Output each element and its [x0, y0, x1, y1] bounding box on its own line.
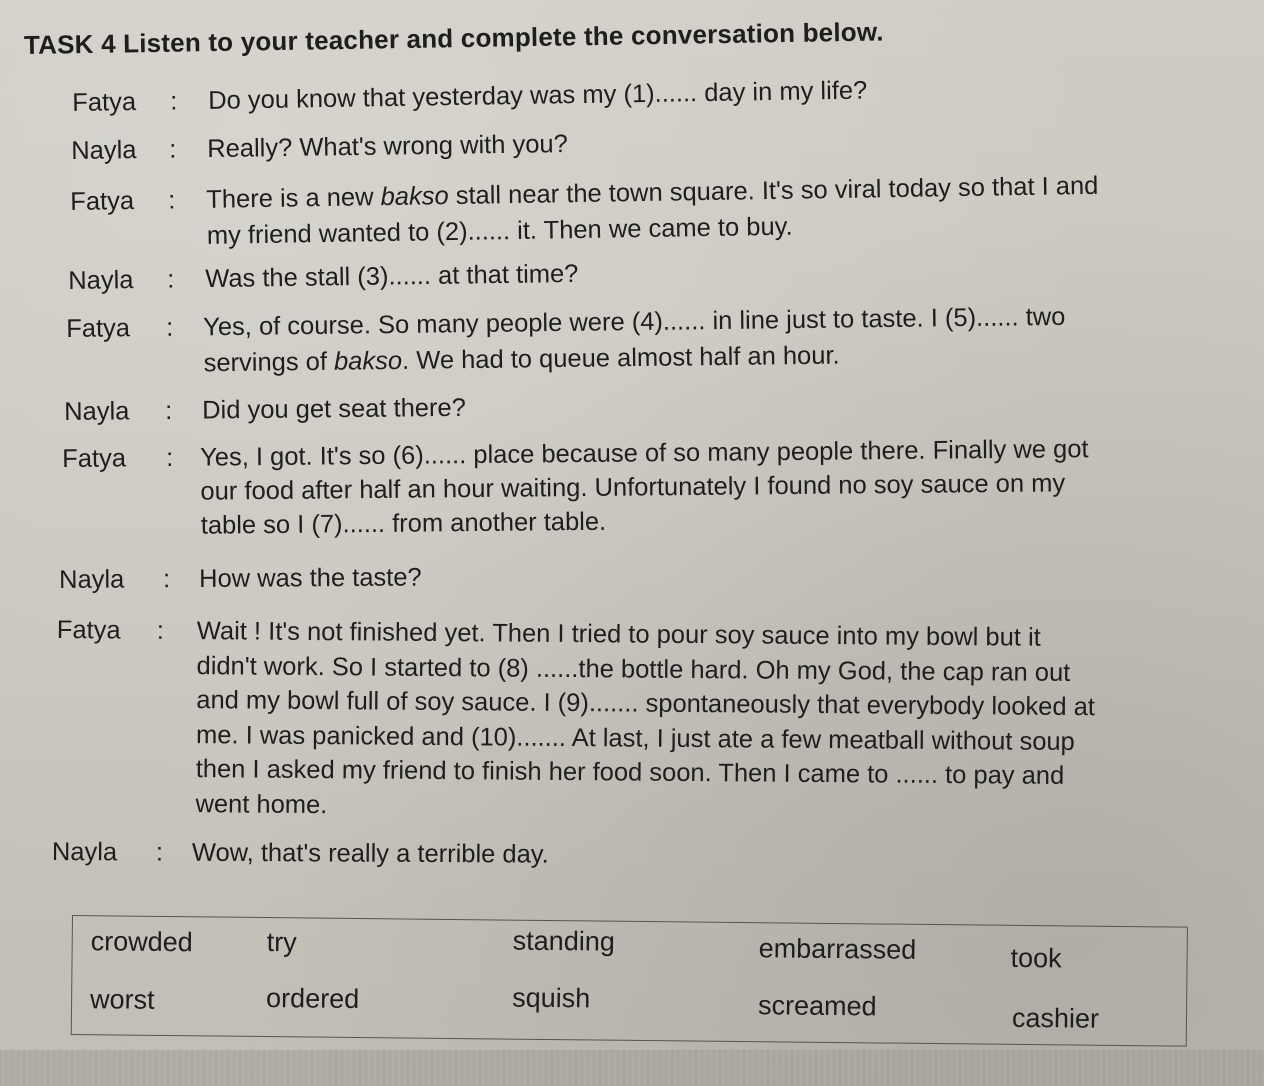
word-bank-item: cashier — [1011, 1002, 1100, 1034]
dialogue-line: didn't work. So I started to (8) ......the bottle hard. Oh my God, the cap ran out — [196, 651, 1071, 687]
dialogue-text — [200, 432, 1089, 543]
word-bank-item: crowded — [90, 926, 193, 958]
speaker-colon: : — [167, 265, 175, 294]
dialogue-text — [206, 168, 1099, 254]
dialogue-line: our food after half an hour waiting. Unfortunately I found no soy sauce on my — [200, 469, 1066, 506]
word-bank-item: worst — [89, 984, 155, 1015]
dialogue-text — [199, 560, 422, 596]
speaker-name: Fatya — [56, 615, 121, 645]
dialogue-text — [205, 257, 579, 296]
dialogue-line: Wow, that's really a terrible day. — [191, 838, 549, 869]
word-bank-item: squish — [512, 982, 591, 1014]
dialogue-text — [207, 127, 568, 166]
speaker-name: Fatya — [70, 186, 135, 216]
dialogue-line: servings of bakso. We had to queue almost half an hour. — [203, 341, 840, 378]
dialogue-line: Yes, I got. It's so (6)...... place because of so many people there. Finally we got — [200, 435, 1089, 472]
dialogue-text — [208, 74, 867, 118]
speaker-name: Fatya — [72, 87, 137, 117]
speaker-colon: : — [155, 838, 164, 867]
word-bank-item: try — [266, 927, 297, 958]
dialogue-line: How was the taste? — [199, 563, 422, 594]
word-bank-item: embarrassed — [758, 933, 917, 965]
dialogue-text — [203, 299, 1066, 382]
dialogue-line: There is a new bakso stall near the town square. It's so viral today so that I and — [206, 171, 1099, 214]
dialogue-text — [202, 391, 466, 428]
speaker-name: Nayla — [64, 397, 130, 426]
speaker-name: Nayla — [71, 136, 137, 165]
dialogue-line: Was the stall (3)...... at that time? — [205, 259, 579, 294]
word-bank-item: took — [1010, 942, 1062, 974]
speaker-colon: : — [168, 186, 176, 215]
word-bank-item: ordered — [265, 983, 360, 1015]
dialogue-line: went home. — [195, 789, 328, 819]
dialogue-line: me. I was panicked and (10)....... At last, I just ate a few meatball without soup — [195, 720, 1075, 756]
dialogue-text — [195, 614, 1095, 828]
speaker-colon: : — [166, 443, 174, 473]
task-title: TASK 4 Listen to your teacher and complete the conversation below. — [23, 16, 884, 60]
speaker-name: Fatya — [62, 444, 127, 473]
speaker-colon: : — [156, 616, 165, 645]
dialogue-line: table so I (7)...... from another table. — [200, 507, 607, 540]
dialogue-text — [192, 836, 549, 872]
word-bank-item: screamed — [757, 990, 877, 1022]
dialogue-line: Do you know that yesterday was my (1)...... day in my life? — [208, 76, 868, 115]
speaker-colon: : — [166, 313, 174, 342]
word-bank-item: standing — [512, 925, 616, 957]
dialogue-line: Yes, of course. So many people were (4)...... in line just to taste. I (5)...... two — [203, 302, 1066, 342]
speaker-name: Nayla — [59, 565, 125, 594]
speaker-colon: : — [163, 565, 171, 594]
speaker-name: Nayla — [51, 837, 118, 867]
speaker-colon: : — [170, 87, 178, 116]
speaker-colon: : — [165, 396, 173, 425]
dialogue-line: Really? What's wrong with you? — [207, 130, 569, 164]
speaker-colon: : — [169, 135, 177, 164]
word-bank-box — [71, 915, 1188, 1047]
dialogue-line: then I asked my friend to finish her food soon. Then I came to ...... to pay and — [195, 755, 1065, 790]
speaker-name: Nayla — [68, 266, 134, 295]
page-bottom-edge — [0, 1050, 1264, 1086]
dialogue-line: Wait ! It's not finished yet. Then I tried to pour soy sauce into my bowl but it — [196, 617, 1041, 652]
speaker-name: Fatya — [66, 314, 131, 343]
dialogue-line: and my bowl full of soy sauce. I (9)....... spontaneously that everybody looked at — [196, 686, 1096, 722]
dialogue-line: Did you get seat there? — [202, 393, 466, 425]
dialogue-line: my friend wanted to (2)...... it. Then we came to buy. — [206, 212, 793, 250]
